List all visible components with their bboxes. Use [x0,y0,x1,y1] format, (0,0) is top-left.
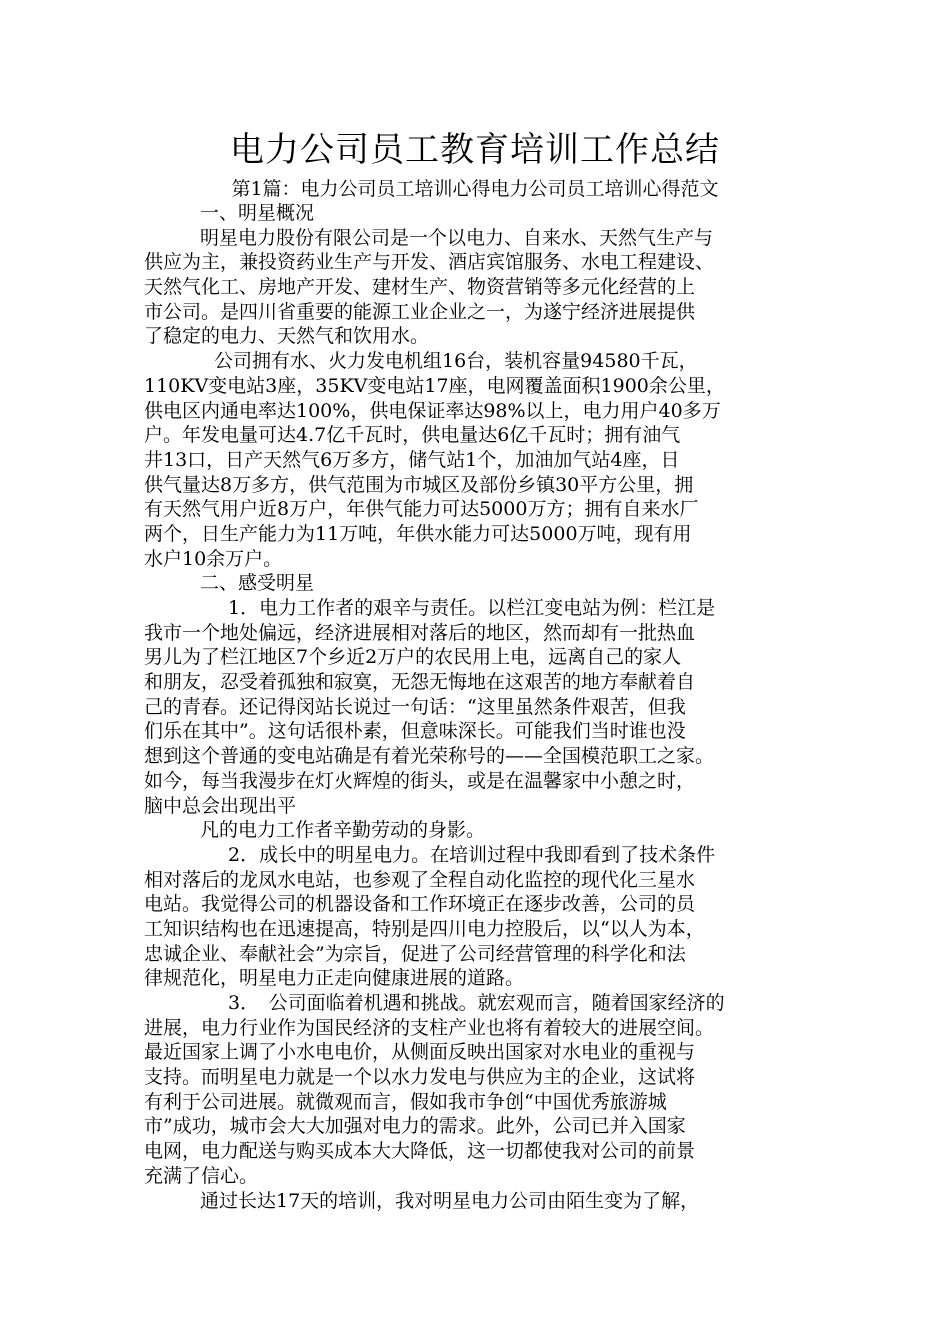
text-line: 充满了信心。 [144,1164,259,1187]
text-line: 市公司。是四川省重要的能源工业企业之一，为遂宁经济进展提供 [144,300,696,323]
text-line: 和朋友，忍受着孤独和寂寞，无怨无悔地在这艰苦的地方奉献着自 [144,671,696,694]
text-line: 凡的电力工作者辛勤劳动的身影。 [200,819,486,842]
text-line: 忠诚企业、奉献社会”为宗旨，促进了公司经营管理的科学化和法 [144,942,686,965]
text-line: 供电区内通电率达100%，供电保证率达98%以上，电力用户40多万 [144,399,721,422]
text-line: 想到这个普通的变电站确是有着光荣称号的——全国模范职工之家。 [144,745,715,768]
text-line: 市”成功，城市会大大加强对电力的需求。此外，公司已并入国家 [144,1115,686,1138]
text-line: 男儿为了栏江地区7个乡近2万户的农民用上电，远离自己的家人 [144,646,682,669]
text-line: 相对落后的龙凤水电站，也参观了全程自动化监控的现代化三星水 [144,868,696,891]
text-line: 二、感受明星 [200,572,315,595]
text-line: 2．成长中的明星电力。在培训过程中我即看到了技术条件 [228,843,716,866]
text-line: 明星电力股份有限公司是一个以电力、自来水、天然气生产与 [200,226,714,249]
text-line: 供气量达8万多方，供气范围为市城区及部份乡镇30平方公里，拥 [144,473,694,496]
text-line: 如今，每当我漫步在灯火辉煌的街头，或是在温馨家中小憩之时， [144,769,696,792]
text-line: 3． 公司面临着机遇和挑战。就宏观而言，随着国家经济的 [228,992,725,1014]
text-line: 电网，电力配送与购买成本大大降低，这一切都使我对公司的前景 [144,1140,696,1163]
document-body [144,201,834,1213]
text-line: 己的青春。还记得闵站长说过一句话：“这里虽然条件艰苦，但我 [144,695,686,718]
text-line: 了稳定的电力、天然气和饮用水。 [144,325,430,348]
text-line: 支持。而明星电力就是一个以水力发电与供应为主的企业，这试将 [144,1066,696,1089]
document-title: 电力公司员工教育培训工作总结 [230,130,720,170]
document-subtitle: 第1篇：电力公司员工培训心得电力公司员工培训心得范文 [231,178,719,200]
text-line: 天然气化工、房地产开发、建材生产、物资营销等多元化经营的上 [144,276,696,299]
text-line: 最近国家上调了小水电电价，从侧面反映出国家对水电业的重视与 [144,1041,696,1064]
text-line: 通过长达17天的培训，我对明星电力公司由陌生变为了解， [200,1189,700,1212]
text-line: 水户10余万户。 [144,547,283,570]
text-line: 供应为主，兼投资药业生产与开发、酒店宾馆服务、水电工程建设、 [144,251,715,274]
text-line: 进展，电力行业作为国民经济的支柱产业也将有着较大的进展空间。 [144,1016,715,1039]
text-line: 1．电力工作者的艰辛与责任。以栏江变电站为例：栏江是 [228,597,716,619]
text-line: 两个，日生产能力为11万吨，年供水能力可达5000万吨，现有用 [144,522,692,545]
text-line: 脑中总会出现出平 [144,794,297,817]
text-line: 有利于公司进展。就微观而言，假如我市争创“中国优秀旅游城 [144,1090,667,1113]
text-line: 户。年发电量可达4.7亿千瓦时，供电量达6亿千瓦时；拥有油气 [144,424,681,447]
text-line: 律规范化，明星电力正走向健康进展的道路。 [144,967,525,990]
text-line: 工知识结构也在迅速提高，特别是四川电力控股后，以“以人为本， [144,917,705,940]
text-line: 电站。我觉得公司的机器设备和工作环境正在逐步改善，公司的员 [144,893,696,916]
text-line: 我市一个地处偏远，经济进展相对落后的地区，然而却有一批热血 [144,621,696,644]
text-line: 公司拥有水、火力发电机组16台，装机容量94580千瓦， [214,350,698,373]
text-line: 有天然气用户近8万户，年供气能力可达5000万方；拥有自来水厂 [144,498,699,521]
text-line: 们乐在其中”。这句话很朴素，但意味深长。可能我们当时谁也没 [144,720,686,743]
text-line: 110KV变电站3座，35KV变电站17座，电网覆盖面积1900余公里， [144,374,725,397]
text-line: 井13口，日产天然气6万多方，储气站1个，加油加气站4座，日 [144,448,680,471]
text-line: 一、明星概况 [200,202,315,224]
